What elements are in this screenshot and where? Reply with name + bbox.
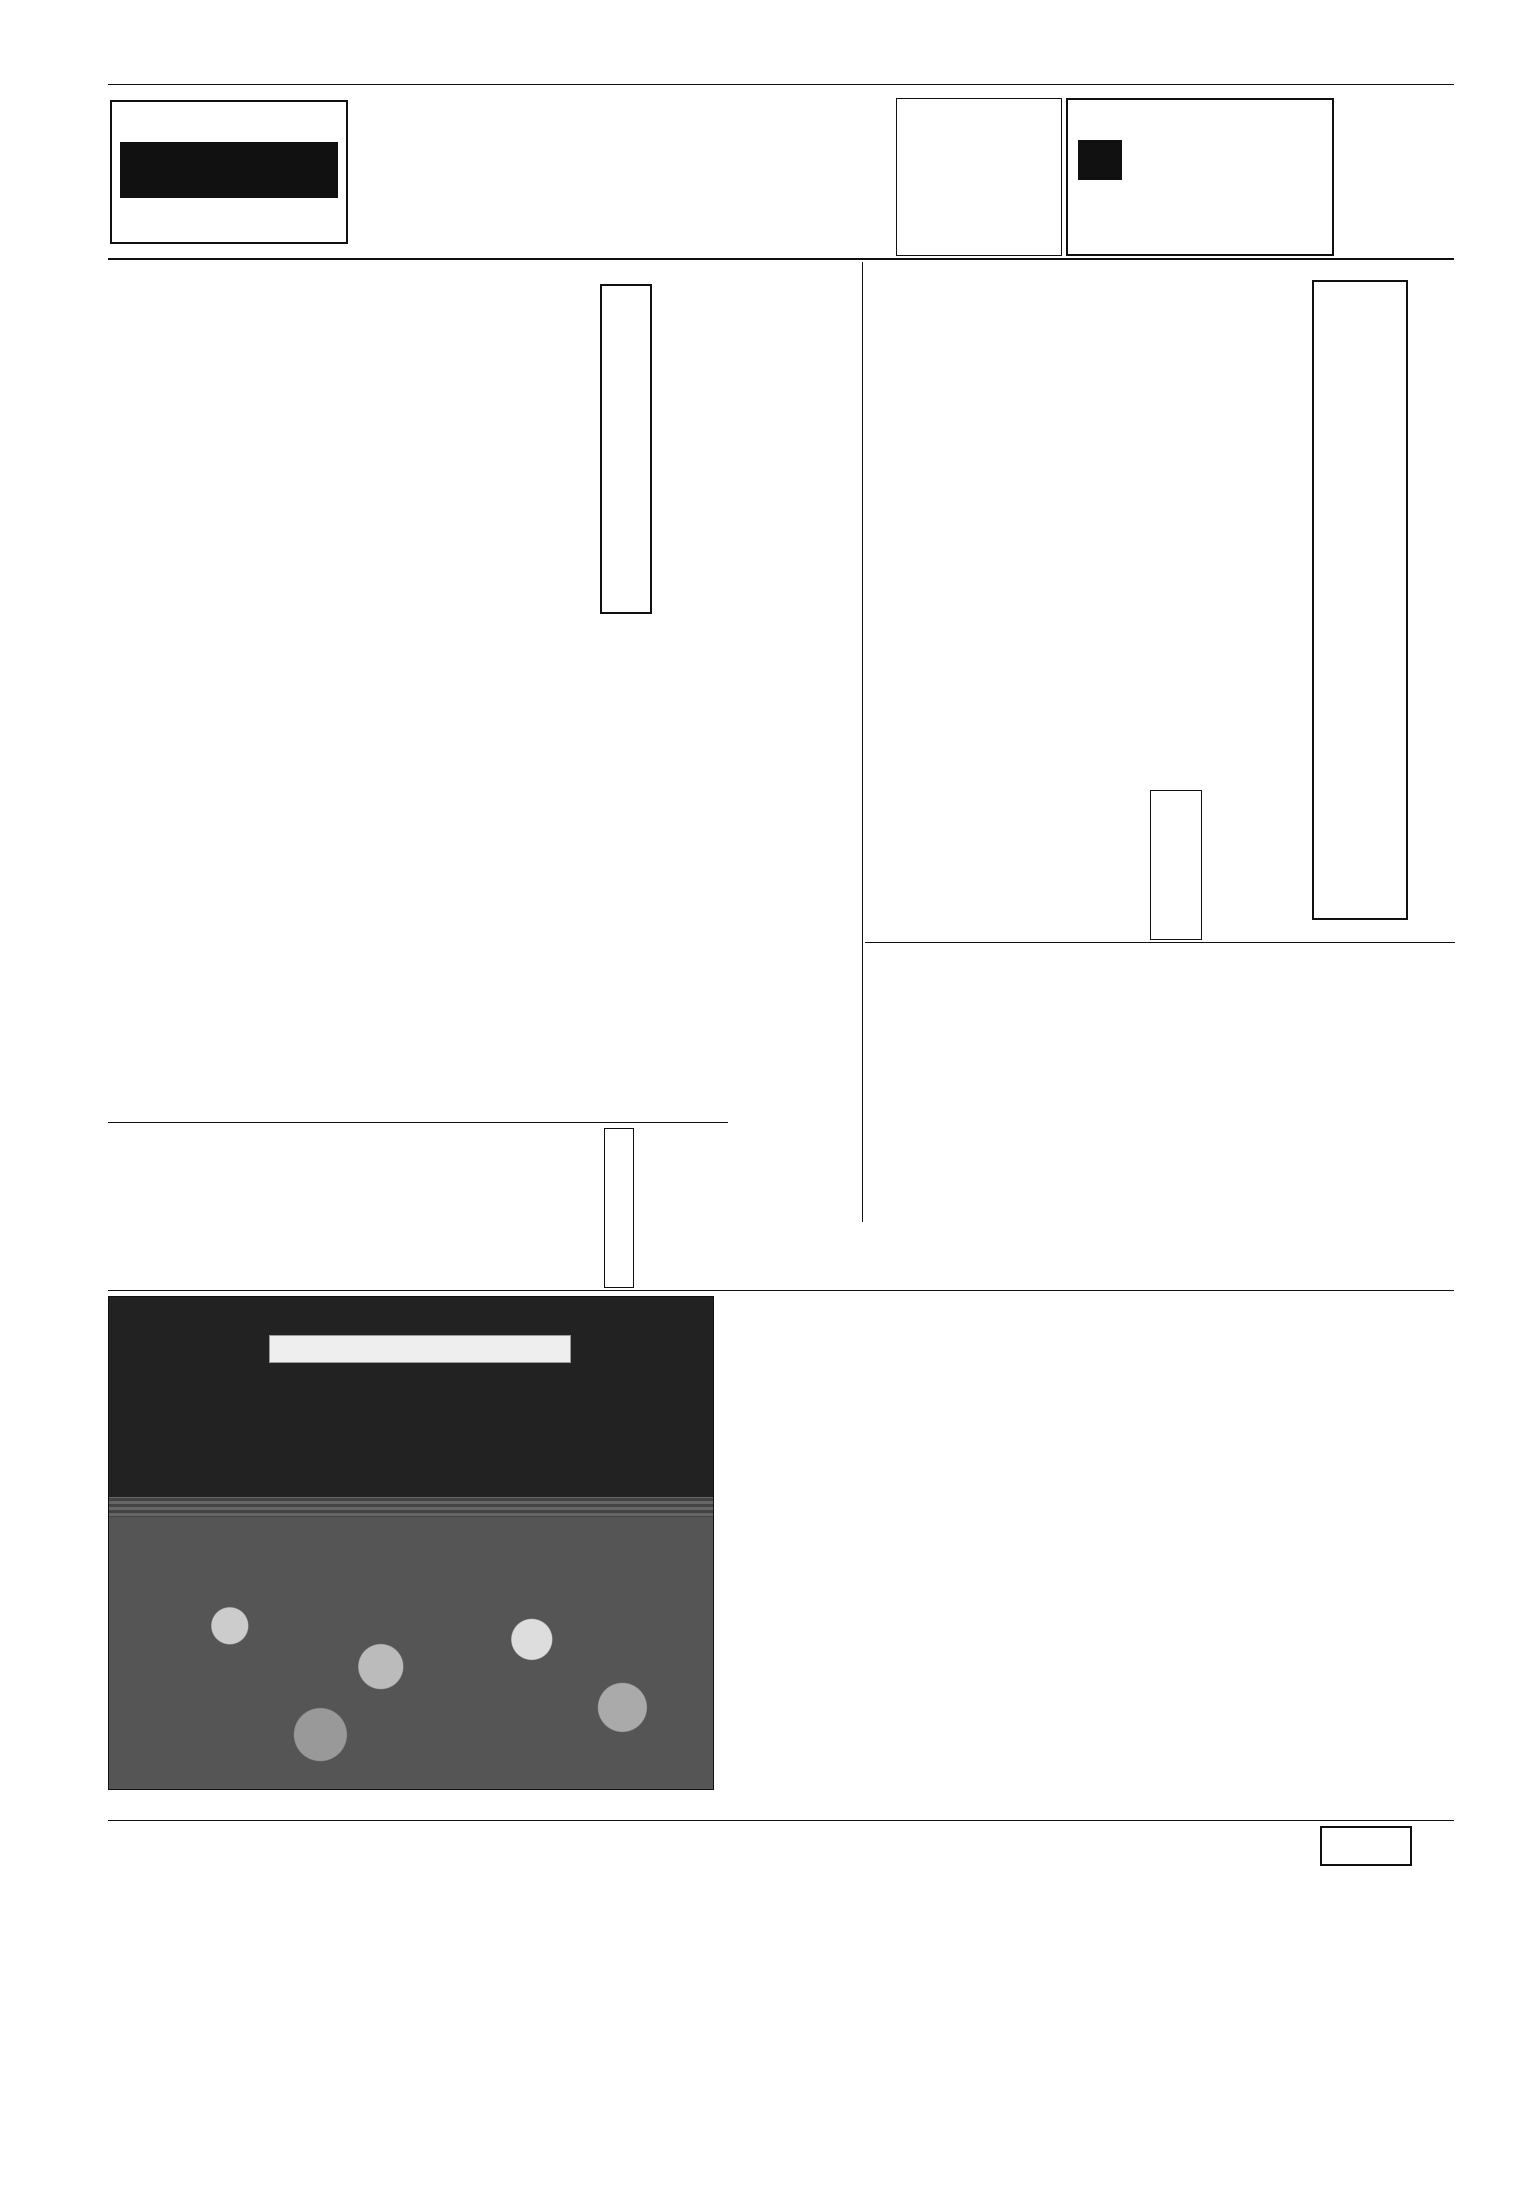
seiryu-body2 [1320,1872,1412,2202]
ad-kiriya [110,100,348,244]
column-a-body1 [640,1130,858,1290]
seiryu-title-box [1320,1826,1412,1866]
lead-bottom-rule [865,942,1455,943]
lead-body1 [1196,272,1296,522]
ad-kiriya-name [120,142,338,198]
forum-photo [108,1296,714,1790]
assembly-body-b [656,640,736,790]
column-a-body3 [108,1130,298,1290]
seiryu-body5 [630,1826,855,2206]
photo-banner [269,1335,571,1363]
seiryu-body6 [400,1826,625,2206]
forum-intro [1110,1090,1240,1240]
seminar-body1 [720,1510,945,1810]
forum-body4 [720,1300,875,1500]
assembly-body-c [108,272,498,802]
assembly-body-a [740,272,858,792]
lead-body6 [1000,800,1140,940]
lead-box-title-frame [1150,790,1202,940]
forum-top-rule [108,1122,728,1123]
ad-makomo [1066,98,1334,256]
lead-tail-title [870,770,916,930]
ad-makomo-offer [1078,140,1122,180]
lead-tail-body [1240,946,1440,1146]
cleanup-body1 [1110,1510,1450,1810]
forum-mid-rule [108,1290,1454,1291]
assembly-kicker-box [600,284,652,614]
column-a-kicker-box [604,1128,634,1288]
photo-audience [109,1517,713,1789]
top-rule [108,84,1454,85]
masthead-rule [108,258,1454,260]
forum-bottom-rule [108,1820,1454,1821]
lead-body4 [895,580,1035,790]
column-a-body2 [300,1130,600,1290]
photo-stage [109,1297,713,1497]
assembly-body-e [108,810,498,1010]
forum-body3 [880,1300,1065,1500]
seiryu-body4 [860,1826,1085,2206]
col-divider-main [862,262,863,1222]
lead-body3 [1040,540,1185,790]
seiryu-body3 [1090,1826,1315,2206]
seiryu-body1 [1418,1826,1454,2206]
assembly-body-d [500,800,858,980]
lead-body2 [895,272,1195,562]
publisher-box [896,98,1062,256]
cleanup-body2 [960,1760,1060,1815]
lead-headline-box [1312,280,1408,920]
lead-body5 [1206,790,1306,940]
seiryu-extra [108,1826,396,2206]
